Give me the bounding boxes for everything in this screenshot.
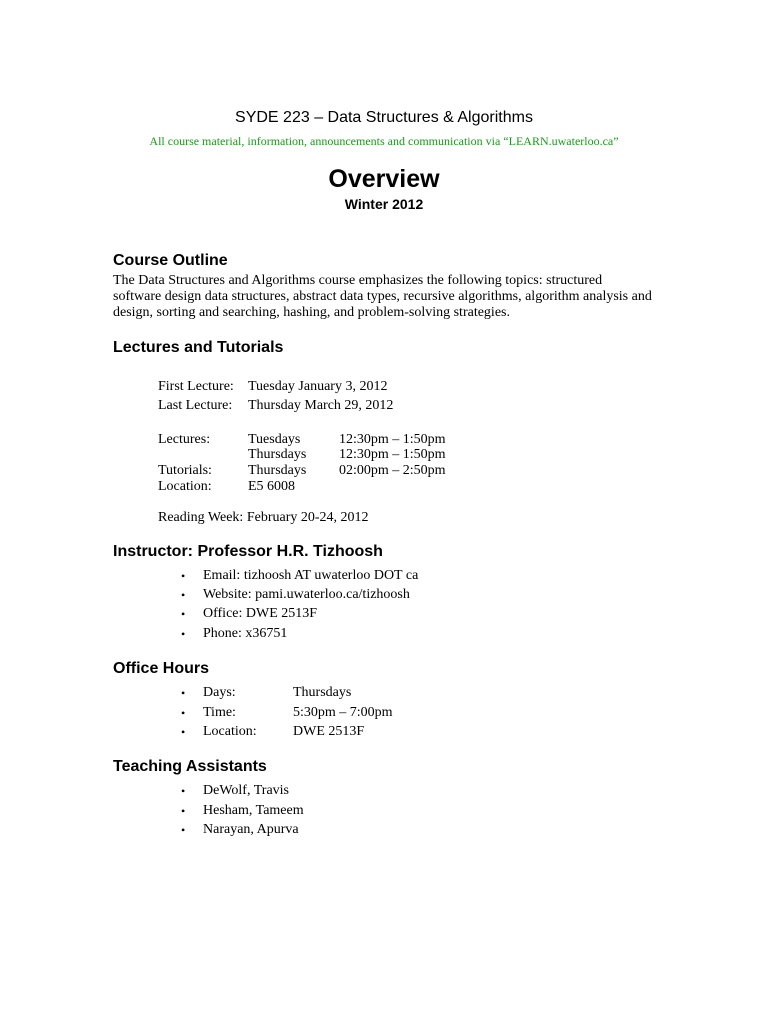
course-note: All course material, information, announcements and communication via “LEARN.uwaterloo.ca”: [149, 134, 619, 148]
lectures-label: Lectures:: [158, 432, 211, 447]
reading-week: Reading Week: February 20-24, 2012: [158, 510, 369, 525]
list-item: Website: pami.uwaterloo.ca/tizhoosh: [203, 587, 410, 602]
bullet: •: [181, 706, 186, 720]
bullet: •: [181, 627, 186, 641]
list-item: Narayan, Apurva: [203, 822, 299, 837]
last-lecture-label: Last Lecture:: [158, 398, 233, 413]
bullet: •: [181, 823, 186, 837]
term-label: Winter 2012: [344, 196, 424, 212]
tutorial-time: 02:00pm – 2:50pm: [339, 463, 446, 478]
teaching-assistants-heading: Teaching Assistants: [113, 758, 267, 775]
office-hours-label: Location:: [203, 724, 257, 739]
office-hours-label: Days:: [203, 685, 236, 700]
office-hours-heading: Office Hours: [113, 660, 210, 677]
bullet: •: [181, 784, 186, 798]
bullet: •: [181, 804, 186, 818]
course-outline-body: The Data Structures and Algorithms course emphasizes the following topics: structured software design data structures, abstract data types, recursive algorithms, algorithm analysis and design, sorting and searching, hashing, and problem-solving strategies.: [113, 273, 652, 320]
list-item: Email: tizhoosh AT uwaterloo DOT ca: [203, 568, 419, 583]
office-hours-value: Thursdays: [293, 685, 352, 700]
lecture-2-day: Thursdays: [248, 447, 307, 462]
course-title: SYDE 223 – Data Structures & Algorithms: [235, 109, 533, 126]
office-hours-value: 5:30pm – 7:00pm: [293, 705, 393, 720]
location-value: E5 6008: [248, 479, 296, 494]
list-item: Hesham, Tameem: [203, 803, 304, 818]
lecture-1-time: 12:30pm – 1:50pm: [339, 432, 446, 447]
office-hours-label: Time:: [203, 705, 236, 720]
tutorial-day: Thursdays: [248, 463, 307, 478]
last-lecture-value: Thursday March 29, 2012: [248, 398, 394, 413]
list-item: Office: DWE 2513F: [203, 606, 318, 621]
location-label: Location:: [158, 479, 212, 494]
first-lecture-value: Tuesday January 3, 2012: [248, 379, 388, 394]
lecture-1-day: Tuesdays: [248, 432, 301, 447]
bullet: •: [181, 686, 186, 700]
tutorials-label: Tutorials:: [158, 463, 212, 478]
course-outline-heading: Course Outline: [113, 252, 228, 269]
bullet: •: [181, 607, 186, 621]
lectures-heading: Lectures and Tutorials: [113, 339, 284, 356]
office-hours-value: DWE 2513F: [293, 724, 365, 739]
bullet: •: [181, 569, 186, 583]
page-title: Overview: [328, 165, 440, 193]
lecture-2-time: 12:30pm – 1:50pm: [339, 447, 446, 462]
list-item: Phone: x36751: [203, 626, 288, 641]
bullet: •: [181, 588, 186, 602]
first-lecture-label: First Lecture:: [158, 379, 234, 394]
bullet: •: [181, 725, 186, 739]
instructor-heading: Instructor: Professor H.R. Tizhoosh: [113, 543, 383, 560]
list-item: DeWolf, Travis: [203, 783, 289, 798]
